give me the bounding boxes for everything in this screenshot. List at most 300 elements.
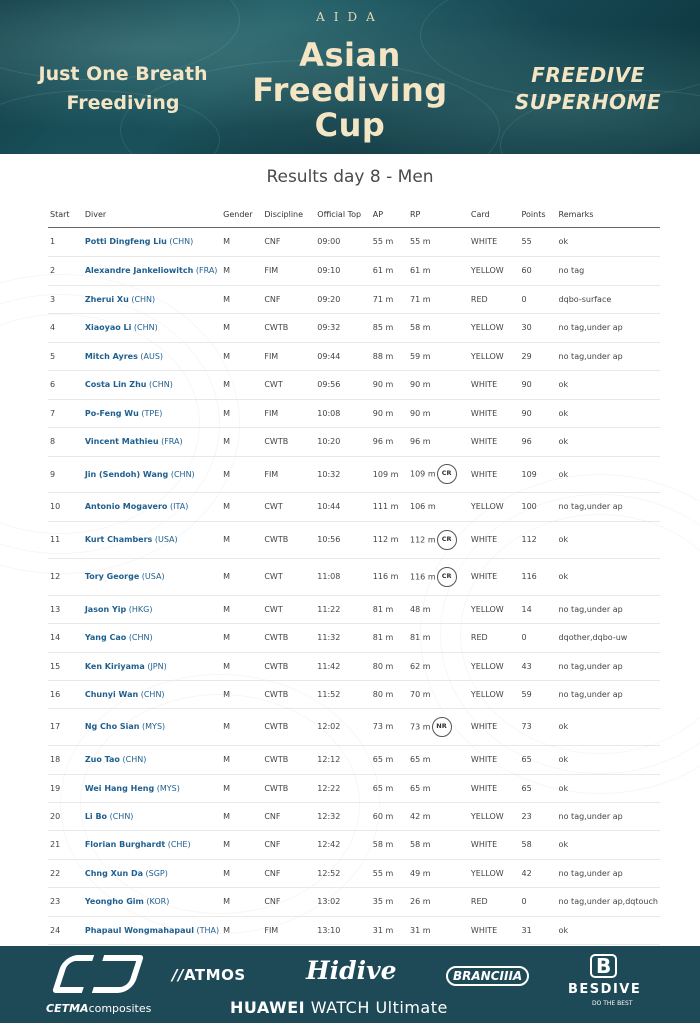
table-row — [48, 399, 660, 427]
cell-gender: M — [221, 830, 262, 859]
cell-card: YELLOW — [469, 859, 520, 887]
cell-diver — [83, 916, 221, 944]
cell-ap: 90 m — [371, 370, 408, 399]
cell-gender: M — [221, 492, 262, 521]
cell-points: 23 — [519, 802, 556, 830]
diver-name: Po-Feng Wu — [84, 408, 139, 418]
atmos-text: ATMOS — [183, 966, 246, 984]
cell-start: 8 — [48, 427, 83, 456]
cell-discipline: FIM — [262, 456, 315, 492]
rp-value: 116 m — [410, 572, 436, 581]
diver-name: Potti Dingfeng Liu — [84, 237, 167, 246]
rp-value: 62 m — [410, 661, 431, 671]
cell-start: 9 — [48, 456, 83, 492]
diver-name: Li Bo — [84, 811, 108, 821]
diver-country: (CHE) — [167, 840, 191, 849]
cell-official-top: 12:52 — [315, 859, 371, 887]
cell-points: 65 — [519, 745, 556, 774]
cell-remarks: no tag,under ap — [557, 652, 660, 680]
cell-card: WHITE — [469, 558, 520, 595]
cell-discipline: CNF — [262, 830, 315, 859]
cell-gender: M — [221, 456, 262, 492]
table-row — [48, 859, 660, 887]
cell-official-top: 11:08 — [315, 558, 371, 595]
diver-country: (HKG) — [128, 604, 153, 614]
cell-gender: M — [221, 916, 262, 944]
col-header-diver: Diver — [83, 203, 221, 227]
rp-value: 90 m — [410, 380, 431, 389]
diver-country: (CHN) — [131, 294, 156, 304]
cell-rp — [408, 227, 469, 256]
cell-rp — [408, 859, 469, 887]
diver-country: (FRA) — [195, 266, 218, 275]
cell-card: WHITE — [469, 916, 520, 944]
results-table — [48, 203, 660, 945]
cell-ap: 80 m — [371, 680, 408, 708]
cell-gender: M — [221, 427, 262, 456]
huawei-bold: HUAWEI — [230, 998, 306, 1017]
cell-gender: M — [221, 256, 262, 285]
rp-value: 71 m — [410, 294, 431, 304]
diver-country: (SGP) — [145, 868, 168, 878]
cell-diver — [83, 774, 221, 802]
cell-ap: 109 m — [371, 456, 408, 492]
cell-remarks: ok — [557, 558, 660, 595]
cell-card: YELLOW — [469, 313, 520, 342]
cell-ap: 55 m — [371, 227, 408, 256]
table-row — [48, 774, 660, 802]
cell-remarks: no tag,under ap — [557, 680, 660, 708]
cell-gender: M — [221, 623, 262, 652]
cell-diver — [83, 652, 221, 680]
cell-gender: M — [221, 745, 262, 774]
cell-remarks: ok — [557, 227, 660, 256]
cetma-rest: composites — [88, 1002, 152, 1015]
diver-country: (CHN) — [133, 323, 158, 332]
diver-country: (USA) — [141, 572, 165, 581]
table-row — [48, 370, 660, 399]
table-row — [48, 916, 660, 944]
cell-discipline: CWTB — [262, 521, 315, 558]
cell-rp — [408, 708, 469, 745]
cell-card: WHITE — [469, 399, 520, 427]
diver-name: Phapaul Wongmahapaul — [84, 925, 194, 935]
col-header-official-top: Official Top — [315, 203, 371, 227]
cell-start: 13 — [48, 595, 83, 623]
cell-card: YELLOW — [469, 652, 520, 680]
rp-value: 65 m — [410, 755, 431, 764]
diver-country: (CHN) — [149, 380, 173, 389]
diver-name: Zuo Tao — [84, 755, 120, 764]
cell-start: 24 — [48, 916, 83, 944]
cell-ap: 96 m — [371, 427, 408, 456]
cell-discipline: CWT — [262, 370, 315, 399]
cell-diver — [83, 285, 221, 313]
cell-gender: M — [221, 680, 262, 708]
besdive-logo: BESDIVE — [568, 982, 642, 997]
cell-points: 90 — [519, 399, 556, 427]
diver-name: Yang Cao — [84, 633, 127, 642]
cell-remarks: no tag,under ap — [557, 492, 660, 521]
rp-value: 49 m — [410, 868, 431, 878]
branchia-logo: BRANCIIIA — [446, 966, 529, 986]
cell-points: 58 — [519, 830, 556, 859]
rp-value: 48 m — [410, 604, 431, 614]
diver-country: (MYS) — [142, 722, 166, 731]
cell-remarks: ok — [557, 745, 660, 774]
diver-name: Xiaoyao Li — [84, 323, 132, 332]
table-row — [48, 623, 660, 652]
cell-official-top: 10:32 — [315, 456, 371, 492]
record-badge: CR — [437, 567, 457, 587]
cell-official-top: 13:10 — [315, 916, 371, 944]
cell-diver — [83, 708, 221, 745]
diver-name: Chunyi Wan — [84, 689, 139, 699]
rp-value: 96 m — [410, 437, 431, 446]
cell-gender: M — [221, 774, 262, 802]
cell-discipline: FIM — [262, 916, 315, 944]
huawei-watch-logo — [230, 998, 448, 1017]
cell-ap: 112 m — [371, 521, 408, 558]
cell-diver — [83, 623, 221, 652]
cell-ap: 81 m — [371, 595, 408, 623]
diver-country: (TPE) — [141, 408, 163, 418]
cell-points: 59 — [519, 680, 556, 708]
cell-start: 19 — [48, 774, 83, 802]
cetma-bold: CETMA — [46, 1002, 89, 1015]
hidive-logo: Hidive — [306, 956, 397, 985]
cell-discipline: CWT — [262, 595, 315, 623]
table-row — [48, 887, 660, 916]
cell-discipline: CWTB — [262, 745, 315, 774]
cell-start: 21 — [48, 830, 83, 859]
cell-discipline: CWTB — [262, 774, 315, 802]
cell-rp — [408, 399, 469, 427]
cell-discipline: FIM — [262, 399, 315, 427]
results-header-row — [48, 203, 660, 227]
cell-points: 55 — [519, 227, 556, 256]
cell-ap: 61 m — [371, 256, 408, 285]
cell-rp — [408, 774, 469, 802]
diver-name: Mitch Ayres — [84, 351, 138, 361]
diver-name: Ken Kiriyama — [84, 661, 145, 671]
col-header-card: Card — [469, 203, 520, 227]
cell-gender: M — [221, 558, 262, 595]
rp-value: 90 m — [410, 408, 431, 418]
cell-start: 6 — [48, 370, 83, 399]
rp-value: 106 m — [410, 502, 436, 511]
rp-value: 55 m — [410, 237, 431, 246]
diver-name: Costa Lin Zhu — [84, 380, 147, 389]
rp-value: 26 m — [410, 897, 431, 906]
cell-start: 16 — [48, 680, 83, 708]
rp-value: 112 m — [410, 535, 436, 544]
record-badge: NR — [432, 717, 452, 737]
cell-remarks: ok — [557, 427, 660, 456]
left-brand-line1: Just One Breath — [38, 63, 208, 85]
cell-card: YELLOW — [469, 492, 520, 521]
cell-ap: 116 m — [371, 558, 408, 595]
cell-remarks: no tag,under ap,dqtouch — [557, 887, 660, 916]
diver-country: (CHN) — [140, 689, 165, 699]
diver-country: (MYS) — [156, 783, 180, 793]
besdive-tagline: DO THE BEST — [592, 1000, 633, 1007]
table-row — [48, 652, 660, 680]
cell-start: 15 — [48, 652, 83, 680]
cell-remarks: dqother,dqbo-uw — [557, 623, 660, 652]
cell-start: 1 — [48, 227, 83, 256]
table-row — [48, 227, 660, 256]
cell-card: YELLOW — [469, 802, 520, 830]
diver-name: Ng Cho Sian — [84, 722, 140, 731]
atmos-logo — [172, 966, 246, 984]
cell-card: WHITE — [469, 227, 520, 256]
cell-diver — [83, 313, 221, 342]
diver-name: Jason Yip — [84, 604, 127, 614]
cell-remarks: ok — [557, 521, 660, 558]
cell-card: YELLOW — [469, 342, 520, 370]
cell-card: WHITE — [469, 427, 520, 456]
col-header-gender: Gender — [221, 203, 262, 227]
diver-name: Antonio Mogavero — [84, 502, 168, 511]
table-row — [48, 802, 660, 830]
cell-official-top: 11:52 — [315, 680, 371, 708]
diver-name: Jin (Sendoh) Wang — [84, 469, 169, 479]
right-brand-line2: SUPERHOME — [514, 90, 662, 114]
diver-name: Tory George — [84, 572, 140, 581]
besdive-icon: B — [590, 954, 617, 978]
cell-discipline: CNF — [262, 227, 315, 256]
cell-remarks: no tag,under ap — [557, 313, 660, 342]
cell-start: 2 — [48, 256, 83, 285]
cell-diver — [83, 492, 221, 521]
cell-diver — [83, 521, 221, 558]
rp-value: 65 m — [410, 783, 431, 793]
cell-ap: 111 m — [371, 492, 408, 521]
cell-ap: 60 m — [371, 802, 408, 830]
col-header-rp: RP — [408, 203, 469, 227]
cell-discipline: FIM — [262, 342, 315, 370]
cell-remarks: no tag — [557, 256, 660, 285]
cell-diver — [83, 256, 221, 285]
cell-remarks: ok — [557, 830, 660, 859]
cell-diver — [83, 802, 221, 830]
diver-country: (CHN) — [170, 469, 195, 479]
cell-gender: M — [221, 399, 262, 427]
cell-card: WHITE — [469, 745, 520, 774]
cell-ap: 85 m — [371, 313, 408, 342]
freedive-superhome-logo — [488, 62, 688, 116]
cell-start: 17 — [48, 708, 83, 745]
cell-gender: M — [221, 595, 262, 623]
cell-card: WHITE — [469, 521, 520, 558]
diver-country: (JPN) — [147, 661, 167, 671]
cell-diver — [83, 680, 221, 708]
cell-official-top: 09:10 — [315, 256, 371, 285]
cell-remarks: ok — [557, 916, 660, 944]
cell-rp — [408, 680, 469, 708]
cell-official-top: 11:32 — [315, 623, 371, 652]
cell-start: 7 — [48, 399, 83, 427]
record-badge: CR — [437, 530, 457, 550]
cell-official-top: 09:44 — [315, 342, 371, 370]
rp-value: 109 m — [410, 469, 436, 479]
cell-official-top: 12:02 — [315, 708, 371, 745]
cell-official-top: 13:02 — [315, 887, 371, 916]
cell-diver — [83, 342, 221, 370]
cell-diver — [83, 595, 221, 623]
table-row — [48, 558, 660, 595]
cell-start: 22 — [48, 859, 83, 887]
table-row — [48, 680, 660, 708]
cell-ap: 88 m — [371, 342, 408, 370]
cell-card: RED — [469, 623, 520, 652]
table-row — [48, 342, 660, 370]
table-row — [48, 492, 660, 521]
diver-name: Wei Hang Heng — [84, 783, 155, 793]
cell-official-top: 09:00 — [315, 227, 371, 256]
cell-start: 10 — [48, 492, 83, 521]
cell-rp — [408, 427, 469, 456]
cell-start: 4 — [48, 313, 83, 342]
diver-name: Kurt Chambers — [84, 535, 153, 544]
cell-ap: 71 m — [371, 285, 408, 313]
cell-diver — [83, 859, 221, 887]
cell-discipline: CWT — [262, 492, 315, 521]
rp-value: 58 m — [410, 840, 431, 849]
cell-official-top: 10:20 — [315, 427, 371, 456]
cell-ap: 35 m — [371, 887, 408, 916]
cell-rp — [408, 916, 469, 944]
cell-points: 0 — [519, 285, 556, 313]
rp-value: 81 m — [410, 633, 431, 642]
aida-logo-text: AIDA — [316, 10, 384, 24]
cell-gender: M — [221, 802, 262, 830]
table-row — [48, 313, 660, 342]
table-row — [48, 285, 660, 313]
cell-rp — [408, 802, 469, 830]
cell-official-top: 12:22 — [315, 774, 371, 802]
cell-gender: M — [221, 342, 262, 370]
header-banner — [0, 0, 700, 154]
cell-gender: M — [221, 313, 262, 342]
diver-country: (CHN) — [122, 755, 147, 764]
table-row — [48, 708, 660, 745]
cell-rp — [408, 521, 469, 558]
huawei-rest: WATCH Ultimate — [310, 998, 448, 1017]
cell-points: 30 — [519, 313, 556, 342]
diver-name: Alexandre Jankeliowitch — [84, 266, 194, 275]
cell-card: RED — [469, 285, 520, 313]
cell-start: 18 — [48, 745, 83, 774]
cell-diver — [83, 227, 221, 256]
table-row — [48, 456, 660, 492]
cell-points: 0 — [519, 623, 556, 652]
cell-rp — [408, 456, 469, 492]
cell-official-top: 12:12 — [315, 745, 371, 774]
diver-country: (USA) — [154, 535, 178, 544]
cell-discipline: CWTB — [262, 680, 315, 708]
cell-rp — [408, 558, 469, 595]
right-brand-line1: FREEDIVE — [531, 63, 645, 87]
cell-remarks: ok — [557, 708, 660, 745]
cell-points: 112 — [519, 521, 556, 558]
cell-diver — [83, 887, 221, 916]
cell-rp — [408, 623, 469, 652]
diver-name: Florian Burghardt — [84, 840, 166, 849]
cell-start: 20 — [48, 802, 83, 830]
cell-official-top: 10:44 — [315, 492, 371, 521]
cell-card: YELLOW — [469, 256, 520, 285]
diver-name: Chng Xun Da — [84, 868, 143, 878]
diver-country: (ITA) — [169, 502, 189, 511]
event-title-line1: Asian — [299, 36, 401, 74]
cell-ap: 90 m — [371, 399, 408, 427]
cell-gender: M — [221, 887, 262, 916]
cell-discipline: CNF — [262, 859, 315, 887]
cell-gender: M — [221, 859, 262, 887]
cell-discipline: CNF — [262, 802, 315, 830]
cell-points: 14 — [519, 595, 556, 623]
event-title-line3: Cup — [314, 106, 386, 144]
cell-card: WHITE — [469, 370, 520, 399]
cell-card: WHITE — [469, 774, 520, 802]
cell-start: 12 — [48, 558, 83, 595]
cell-card: WHITE — [469, 456, 520, 492]
cell-official-top: 10:08 — [315, 399, 371, 427]
cell-official-top: 10:56 — [315, 521, 371, 558]
cell-rp — [408, 342, 469, 370]
cell-diver — [83, 830, 221, 859]
cell-rp — [408, 745, 469, 774]
rp-value: 42 m — [410, 811, 431, 821]
cell-remarks: no tag,under ap — [557, 342, 660, 370]
cell-card: WHITE — [469, 708, 520, 745]
cell-official-top: 12:42 — [315, 830, 371, 859]
diver-name: Zherui Xu — [84, 294, 129, 304]
diver-country: (CHN) — [109, 811, 134, 821]
cell-gender: M — [221, 652, 262, 680]
cell-points: 60 — [519, 256, 556, 285]
cell-official-top: 11:42 — [315, 652, 371, 680]
cell-remarks: ok — [557, 774, 660, 802]
rp-value: 73 m — [410, 722, 431, 731]
cell-points: 109 — [519, 456, 556, 492]
table-row — [48, 745, 660, 774]
cell-remarks: no tag,under ap — [557, 595, 660, 623]
cell-points: 100 — [519, 492, 556, 521]
cell-start: 5 — [48, 342, 83, 370]
sponsor-footer — [0, 946, 700, 1023]
cell-discipline: CNF — [262, 887, 315, 916]
cell-remarks: no tag,under ap — [557, 802, 660, 830]
col-header-remarks: Remarks — [557, 203, 660, 227]
cell-diver — [83, 745, 221, 774]
table-row — [48, 830, 660, 859]
cell-remarks: ok — [557, 399, 660, 427]
diver-name: Yeongho Gim — [84, 897, 144, 906]
col-header-discipline: Discipline — [262, 203, 315, 227]
cell-points: 65 — [519, 774, 556, 802]
cell-card: RED — [469, 887, 520, 916]
cell-ap: 65 m — [371, 774, 408, 802]
col-header-ap: AP — [371, 203, 408, 227]
cell-remarks: dqbo-surface — [557, 285, 660, 313]
cell-start: 3 — [48, 285, 83, 313]
table-row — [48, 256, 660, 285]
cell-points: 90 — [519, 370, 556, 399]
rp-value: 61 m — [410, 266, 431, 275]
